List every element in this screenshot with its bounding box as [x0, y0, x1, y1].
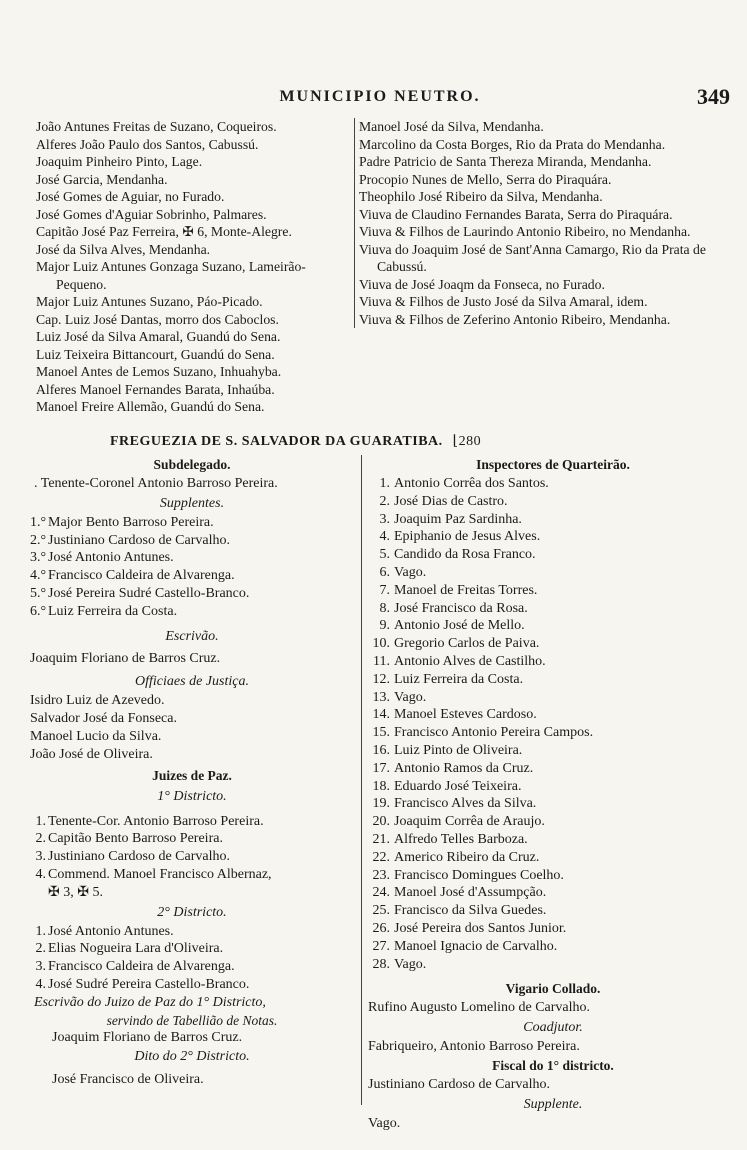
item-number: 3. — [35, 959, 46, 975]
juizes-heading: Juizes de Paz. — [152, 767, 232, 783]
freguezia-body — [30, 455, 730, 1145]
inspector-entry — [368, 867, 738, 885]
list-entry: Viuva de Claudino Fernandes Barata, Serra do Piraquára. — [359, 206, 673, 222]
item-number: 19. — [372, 796, 390, 812]
inspector-entry — [368, 760, 738, 778]
inspector-entry — [368, 493, 738, 511]
item-number: 5.° — [30, 585, 47, 601]
item-number: 22. — [372, 849, 390, 865]
distrito1-continuation: ✠ 3, ✠ 5. — [48, 884, 103, 900]
official-entry: João José de Oliveira. — [30, 746, 153, 762]
inspector-entry — [368, 956, 738, 974]
item-name: Manoel de Freitas Torres. — [394, 582, 538, 598]
inspector-entry — [368, 902, 738, 920]
item-number: 27. — [372, 938, 390, 954]
freguezia-left-column — [30, 455, 354, 1089]
supplente-entry — [30, 514, 354, 532]
item-number: 3.° — [30, 550, 47, 566]
item-name: Francisco Domingues Coelho. — [394, 867, 564, 883]
distrito2-list — [30, 923, 354, 994]
fiscal-name: Justiniano Cardoso de Carvalho. — [368, 1076, 550, 1092]
supplente-entry — [30, 585, 354, 603]
inspectores-list — [368, 475, 738, 973]
item-number: 6.° — [30, 603, 47, 619]
inspector-entry — [368, 920, 738, 938]
item-name: Justiniano Cardoso de Carvalho. — [48, 849, 230, 865]
list-entry: José Gomes de Aguiar, no Furado. — [36, 189, 225, 204]
item-number: 5. — [379, 547, 390, 563]
list-entry: Viuva do Joaquim José de Sant'Anna Camargo, Rio da Prata de Cabussú. — [359, 241, 706, 274]
juiz-entry — [30, 923, 354, 941]
item-number: 26. — [372, 920, 390, 936]
list-entry: Manoel José da Silva, Mendanha. — [359, 119, 544, 134]
item-name: Manoel Ignacio de Carvalho. — [394, 938, 558, 954]
item-number: 9. — [379, 618, 390, 634]
item-name: Francisco da Silva Guedes. — [394, 903, 547, 919]
list-entry: Luiz Teixeira Bittancourt, Guandú do Sena. — [36, 346, 275, 362]
list-entry: Viuva & Filhos de Justo José da Silva Amaral, idem. — [359, 294, 648, 309]
list-entry: João Antunes Freitas de Suzano, Coqueiros. — [36, 119, 277, 134]
escrivao-juizo-line2: servindo de Tabellião de Notas. — [106, 1012, 278, 1028]
inspector-entry — [368, 706, 738, 724]
item-number: 12. — [372, 671, 390, 687]
distrito1-list — [30, 813, 354, 884]
item-name: José Francisco da Rosa. — [394, 600, 528, 616]
page-title: MUNICIPIO NEUTRO. — [279, 88, 481, 105]
item-number: 2. — [35, 831, 46, 847]
list-entry: Padre Patricio de Santa Thereza Miranda, Mendanha. — [359, 154, 652, 169]
item-number: 7. — [379, 582, 390, 598]
inspector-entry — [368, 813, 738, 831]
item-name: Commend. Manoel Francisco Albernaz, — [48, 866, 272, 882]
item-name: Capitão Bento Barroso Pereira. — [48, 831, 223, 847]
item-name: José Pereira dos Santos Junior. — [394, 920, 567, 936]
distrito2-heading: 2° Districto. — [157, 904, 227, 920]
inspector-entry — [368, 671, 738, 689]
list-entry: José Gomes d'Aguiar Sobrinho, Palmares. — [36, 206, 267, 222]
juiz-entry — [30, 940, 354, 958]
item-name: José Pereira Sudré Castello-Branco. — [48, 585, 250, 601]
item-name: Tenente-Cor. Antonio Barroso Pereira. — [48, 813, 264, 829]
supplente-entry — [30, 532, 354, 550]
item-number: 1. — [35, 923, 46, 939]
inspector-entry — [368, 617, 738, 635]
escrivao-juizo-line1: Escrivão do Juizo de Paz do 1° Districto, — [34, 994, 266, 1010]
item-number: 4. — [35, 976, 46, 992]
item-name: Francisco Alves da Silva. — [394, 796, 537, 812]
list-entry: Major Luiz Antunes Suzano, Páo-Picado. — [36, 294, 263, 309]
item-number: 17. — [372, 760, 390, 776]
supplente-entry — [30, 567, 354, 585]
supplente-entry — [30, 549, 354, 567]
item-name: José Antonio Antunes. — [48, 550, 174, 566]
item-name: Luiz Ferreira da Costa. — [394, 671, 524, 687]
inspector-entry — [368, 511, 738, 529]
juiz-entry — [30, 830, 354, 848]
item-name: Elias Nogueira Lara d'Oliveira. — [48, 941, 224, 957]
item-name: Antonio Corrêa dos Santos. — [394, 476, 549, 491]
item-name: Antonio José de Mello. — [394, 618, 525, 634]
inspectores-heading: Inspectores de Quarteirão. — [476, 457, 630, 472]
inspector-entry — [368, 938, 738, 956]
item-number: 3. — [35, 849, 46, 865]
item-name: Joaquim Corrêa de Araujo. — [394, 814, 545, 830]
list-entry: Marcolino da Costa Borges, Rio da Prata do Mendanha. — [359, 136, 666, 152]
item-number: 21. — [372, 831, 390, 847]
list-entry: Theophilo José Ribeiro da Silva, Mendanha. — [359, 189, 603, 204]
item-number: 25. — [372, 903, 390, 919]
officiaes-heading: Officiaes de Justiça. — [135, 674, 249, 690]
inspector-entry — [368, 831, 738, 849]
item-number: 3. — [379, 511, 390, 527]
item-name: Eduardo José Teixeira. — [394, 778, 522, 794]
inspector-entry — [368, 849, 738, 867]
juiz-entry — [30, 813, 354, 831]
item-number: 1. — [379, 476, 390, 491]
vigario-heading: Vigario Collado. — [505, 981, 601, 997]
subdelegado-heading: Subdelegado. — [153, 457, 231, 472]
coadjutor-name: Fabriqueiro, Antonio Barroso Pereira. — [368, 1039, 580, 1055]
item-name: José Sudré Pereira Castello-Branco. — [48, 976, 250, 992]
page-header — [30, 84, 730, 110]
freguezia-title: FREGUEZIA DE S. SALVADOR DA GUARATIBA. — [110, 434, 443, 449]
list-entry: Alferes João Paulo dos Santos, Cabussú. — [36, 136, 259, 152]
official-entry: Manoel Lucio da Silva. — [30, 728, 162, 744]
item-name: Luiz Pinto de Oliveira. — [394, 742, 523, 758]
supplente-name: Vago. — [368, 1115, 401, 1131]
item-number: 2.° — [30, 532, 47, 548]
inspector-entry — [368, 778, 738, 796]
list-entry: Cap. Luiz José Dantas, morro dos Caboclos. — [36, 311, 279, 327]
juiz-entry — [30, 958, 354, 976]
inspector-entry — [368, 724, 738, 742]
coadjutor-heading: Coadjutor. — [523, 1020, 583, 1036]
item-number: 23. — [372, 867, 390, 883]
item-name: Manoel Esteves Cardoso. — [394, 707, 537, 723]
juiz-entry — [30, 848, 354, 866]
list-entry: Viuva de José Joaqm da Fonseca, no Furado. — [359, 276, 605, 292]
item-name: Antonio Alves de Castilho. — [394, 653, 546, 669]
item-number: 24. — [372, 885, 390, 901]
item-number: 13. — [372, 689, 390, 705]
escrivao-name: Joaquim Floriano de Barros Cruz. — [30, 650, 221, 666]
item-number: 2. — [379, 493, 390, 509]
item-number: 4. — [35, 866, 46, 882]
item-number: 16. — [372, 742, 390, 758]
official-entry: Salvador José da Fonseca. — [30, 711, 177, 727]
inspector-entry — [368, 528, 738, 546]
item-name: Francisco Caldeira de Alvarenga. — [48, 959, 235, 975]
item-number: 20. — [372, 814, 390, 830]
continued-list-right — [354, 118, 739, 328]
item-number: 4. — [379, 529, 390, 545]
item-name: Gregorio Carlos de Paiva. — [394, 636, 540, 652]
juiz-entry — [30, 976, 354, 994]
page-number: 349 — [697, 84, 730, 109]
item-name: Vago. — [394, 564, 427, 580]
inspector-entry — [368, 564, 738, 582]
dito-heading: Dito do 2° Districto. — [134, 1049, 250, 1065]
item-name: Candido da Rosa Franco. — [394, 547, 536, 563]
escrivao-juizo-name: Joaquim Floriano de Barros Cruz. — [52, 1029, 243, 1045]
inspector-entry — [368, 475, 738, 493]
subdelegado-name: . Tenente-Coronel Antonio Barroso Pereira. — [34, 476, 278, 491]
item-number: 11. — [373, 653, 390, 669]
item-number: 6. — [379, 564, 390, 580]
item-name: Francisco Antonio Pereira Campos. — [394, 725, 594, 741]
inspector-entry — [368, 795, 738, 813]
item-name: Justiniano Cardoso de Carvalho. — [48, 532, 230, 548]
list-entry: Viuva & Filhos de Zeferino Antonio Ribeiro, Mendanha. — [359, 311, 671, 327]
item-name: Vago. — [394, 689, 427, 705]
list-entry: Major Luiz Antunes Gonzaga Suzano, Lameirão-Pequeno. — [36, 259, 306, 292]
item-number: 18. — [372, 778, 390, 794]
item-name: Antonio Ramos da Cruz. — [394, 760, 534, 776]
official-entry: Isidro Luiz de Azevedo. — [30, 693, 165, 709]
supplente-entry — [30, 603, 354, 621]
item-name: Vago. — [394, 956, 427, 972]
list-entry: José da Silva Alves, Mendanha. — [36, 241, 211, 257]
item-name: Major Bento Barroso Pereira. — [48, 514, 214, 530]
list-entry: Alferes Manoel Fernandes Barata, Inhaúba. — [36, 381, 275, 397]
vigario-name: Rufino Augusto Lomelino de Carvalho. — [368, 1000, 591, 1016]
freguezia-right-column — [361, 455, 738, 1131]
inspector-entry — [368, 742, 738, 760]
officiaes-list — [30, 692, 354, 763]
item-number: 2. — [35, 941, 46, 957]
item-number: 14. — [372, 707, 390, 723]
inspector-entry — [368, 653, 738, 671]
item-number: 28. — [372, 956, 390, 972]
list-entry: José Garcia, Mendanha. — [36, 171, 168, 187]
escrivao-heading: Escrivão. — [165, 628, 219, 644]
item-name: José Antonio Antunes. — [48, 923, 174, 939]
item-name: Francisco Caldeira de Alvarenga. — [48, 568, 235, 584]
inspector-entry — [368, 689, 738, 707]
inspector-entry — [368, 635, 738, 653]
item-number: 1.° — [30, 514, 47, 530]
freguezia-count: ⌊280 — [452, 434, 482, 449]
supplentes-list — [30, 514, 354, 621]
dito-name: José Francisco de Oliveira. — [52, 1072, 204, 1088]
item-number: 4.° — [30, 568, 47, 584]
item-number: 8. — [379, 600, 390, 616]
distrito1-heading: 1° Districto. — [157, 788, 227, 804]
inspector-entry — [368, 600, 738, 618]
juiz-entry — [30, 866, 354, 884]
item-number: 15. — [372, 725, 390, 741]
item-number: 1. — [35, 813, 46, 829]
item-name: Americo Ribeiro da Cruz. — [394, 849, 540, 865]
continued-list-left — [36, 118, 348, 416]
item-number: 10. — [372, 636, 390, 652]
item-name: Manoel José d'Assumpção. — [394, 885, 547, 901]
supplente-heading: Supplente. — [523, 1096, 583, 1112]
inspector-entry — [368, 546, 738, 564]
inspector-entry — [368, 582, 738, 600]
list-entry: Capitão José Paz Ferreira, ✠ 6, Monte-Alegre. — [36, 224, 292, 239]
inspector-entry — [368, 884, 738, 902]
item-name: Epiphanio de Jesus Alves. — [394, 529, 541, 545]
freguezia-heading — [110, 433, 481, 450]
item-name: Alfredo Telles Barboza. — [394, 831, 528, 847]
item-name: José Dias de Castro. — [394, 493, 508, 509]
list-entry: Manoel Freire Allemão, Guandú do Sena. — [36, 399, 265, 414]
supplentes-heading: Supplentes. — [159, 495, 225, 511]
list-entry: Joaquim Pinheiro Pinto, Lage. — [36, 154, 203, 169]
fiscal-heading: Fiscal do 1° districto. — [492, 1057, 614, 1073]
list-entry: Viuva & Filhos de Laurindo Antonio Ribeiro, no Mendanha. — [359, 224, 691, 239]
list-entry: Manoel Antes de Lemos Suzano, Inhuahyba. — [36, 364, 282, 379]
item-name: Luiz Ferreira da Costa. — [48, 603, 178, 619]
list-entry: Procopio Nunes de Mello, Serra do Piraquára. — [359, 171, 612, 187]
item-name: Joaquim Paz Sardinha. — [394, 511, 522, 527]
list-entry: Luiz José da Silva Amaral, Guandú do Sena. — [36, 329, 281, 344]
